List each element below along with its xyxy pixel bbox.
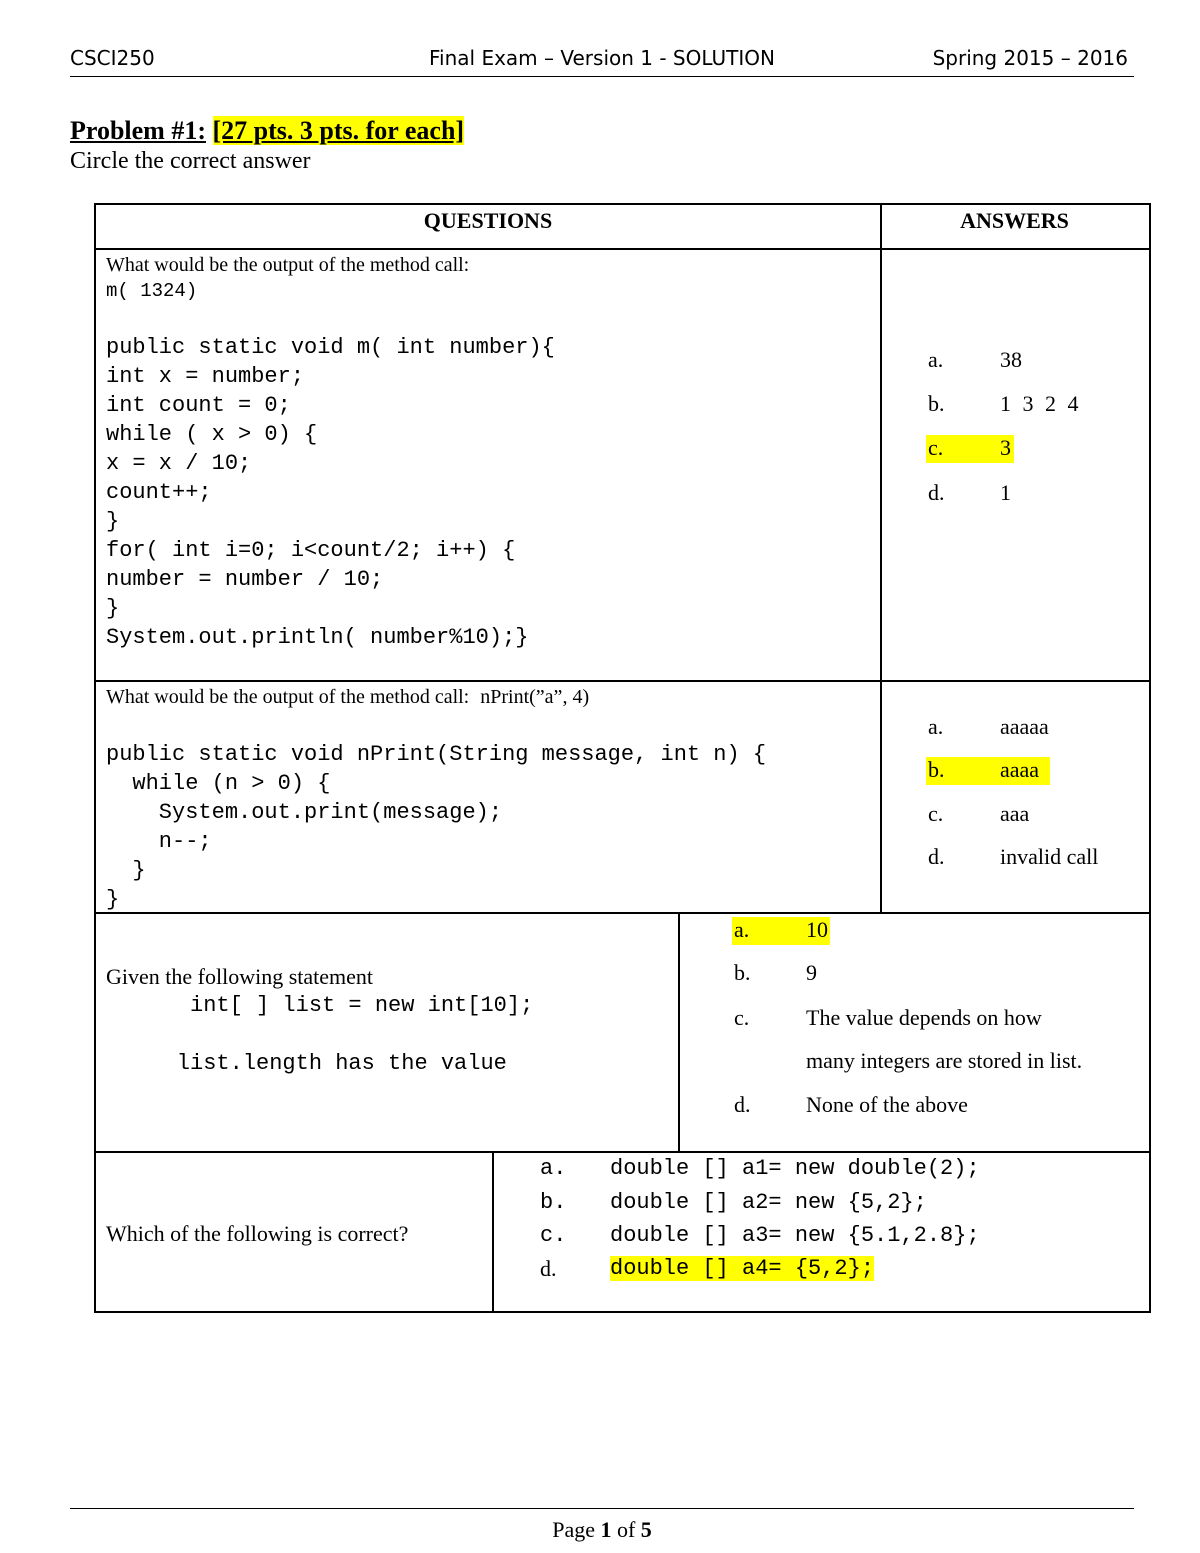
option-letter: d. xyxy=(928,480,945,505)
q2-code: public static void nPrint(String message, int n) { while (n > 0) { System.out.print(message); n--; } } xyxy=(106,742,767,912)
column-divider xyxy=(880,203,882,913)
option-text: aaa xyxy=(1000,801,1030,826)
exam-title: Final Exam – Version 1 - SOLUTION xyxy=(429,46,775,70)
problem-instruction: Circle the correct answer xyxy=(70,148,311,174)
q4-prompt: Which of the following is correct? xyxy=(106,1221,409,1246)
option-letter: a. xyxy=(540,1156,567,1181)
option-letter: b. xyxy=(540,1190,567,1215)
option-text: double [] a2= new {5,2}; xyxy=(610,1190,927,1215)
problem-points: [27 pts. 3 pts. for each] xyxy=(212,116,465,145)
option-text: aaaa xyxy=(1000,757,1040,782)
option-text: 1 3 2 4 xyxy=(1000,391,1079,416)
problem-number: Problem #1: xyxy=(70,116,206,145)
q1-option-c-correct[interactable] xyxy=(926,435,1014,463)
row-divider xyxy=(94,1151,1149,1153)
q2-option-b-correct[interactable] xyxy=(926,757,1050,785)
option-text: double [] a1= new double(2); xyxy=(610,1156,980,1181)
option-text: 1 xyxy=(1000,480,1011,505)
page-number xyxy=(70,1517,1134,1543)
problem-heading xyxy=(70,116,464,146)
questions-header: QUESTIONS xyxy=(423,208,553,233)
option-text: 3 xyxy=(1000,435,1011,460)
answers-header: ANSWERS xyxy=(960,208,1069,233)
option-letter: c. xyxy=(734,1005,750,1030)
option-text: 9 xyxy=(806,960,817,985)
option-letter: a. xyxy=(928,714,944,739)
option-text: double [] a3= new {5.1,2.8}; xyxy=(610,1223,980,1248)
column-divider xyxy=(492,1151,494,1311)
option-letter: d. xyxy=(928,844,945,869)
page-header xyxy=(70,44,1134,77)
option-text: 10 xyxy=(806,917,828,942)
option-letter: b. xyxy=(928,391,945,416)
option-text: many integers are stored in list. xyxy=(806,1048,1083,1073)
table-header-divider xyxy=(94,248,1149,250)
q3-prompt: Given the following statement xyxy=(106,964,373,989)
option-letter: b. xyxy=(734,960,751,985)
option-letter: c. xyxy=(928,435,944,460)
option-letter: a. xyxy=(928,347,944,372)
option-letter: b. xyxy=(928,757,945,782)
q3-option-a-correct[interactable] xyxy=(732,917,830,945)
page-total: 5 xyxy=(640,1517,652,1542)
q2-prompt xyxy=(106,686,589,709)
option-letter: c. xyxy=(928,801,944,826)
page-current: 1 xyxy=(600,1517,612,1542)
q2-prompt-text: What would be the output of the method call: xyxy=(106,686,470,708)
course-code: CSCI250 xyxy=(70,46,155,70)
page-label: Page xyxy=(552,1517,595,1542)
q3-code: int[ ] list = new int[10]; list.length has the value xyxy=(176,993,534,1076)
page-footer xyxy=(70,1508,1134,1542)
option-text: 38 xyxy=(1000,347,1022,372)
exam-term: Spring 2015 – 2016 xyxy=(932,46,1128,70)
column-divider xyxy=(678,912,680,1152)
option-text: The value depends on how xyxy=(806,1005,1042,1030)
page-of: of xyxy=(616,1517,636,1542)
q1-call: m( 1324) xyxy=(106,280,198,302)
option-letter: d. xyxy=(540,1256,557,1281)
q1-prompt: What would be the output of the method call: xyxy=(106,254,470,276)
option-text: None of the above xyxy=(806,1092,968,1117)
option-text: aaaaa xyxy=(1000,714,1049,739)
q2-call: nPrint(”a”, 4) xyxy=(480,686,590,708)
option-letter: c. xyxy=(540,1223,567,1248)
option-letter: d. xyxy=(734,1092,751,1117)
option-text: invalid call xyxy=(1000,844,1099,869)
option-letter: a. xyxy=(734,917,750,942)
row-divider xyxy=(94,680,1149,682)
option-text: double [] a4= {5,2}; xyxy=(610,1256,875,1281)
q1-code: public static void m( int number){ int x = number; int count = 0; while ( x > 0) { x = x / 10; count++; } for( int i=0; i<count/2; i++) { number = number / 10; } System.out.println( number%10);} xyxy=(106,335,555,650)
